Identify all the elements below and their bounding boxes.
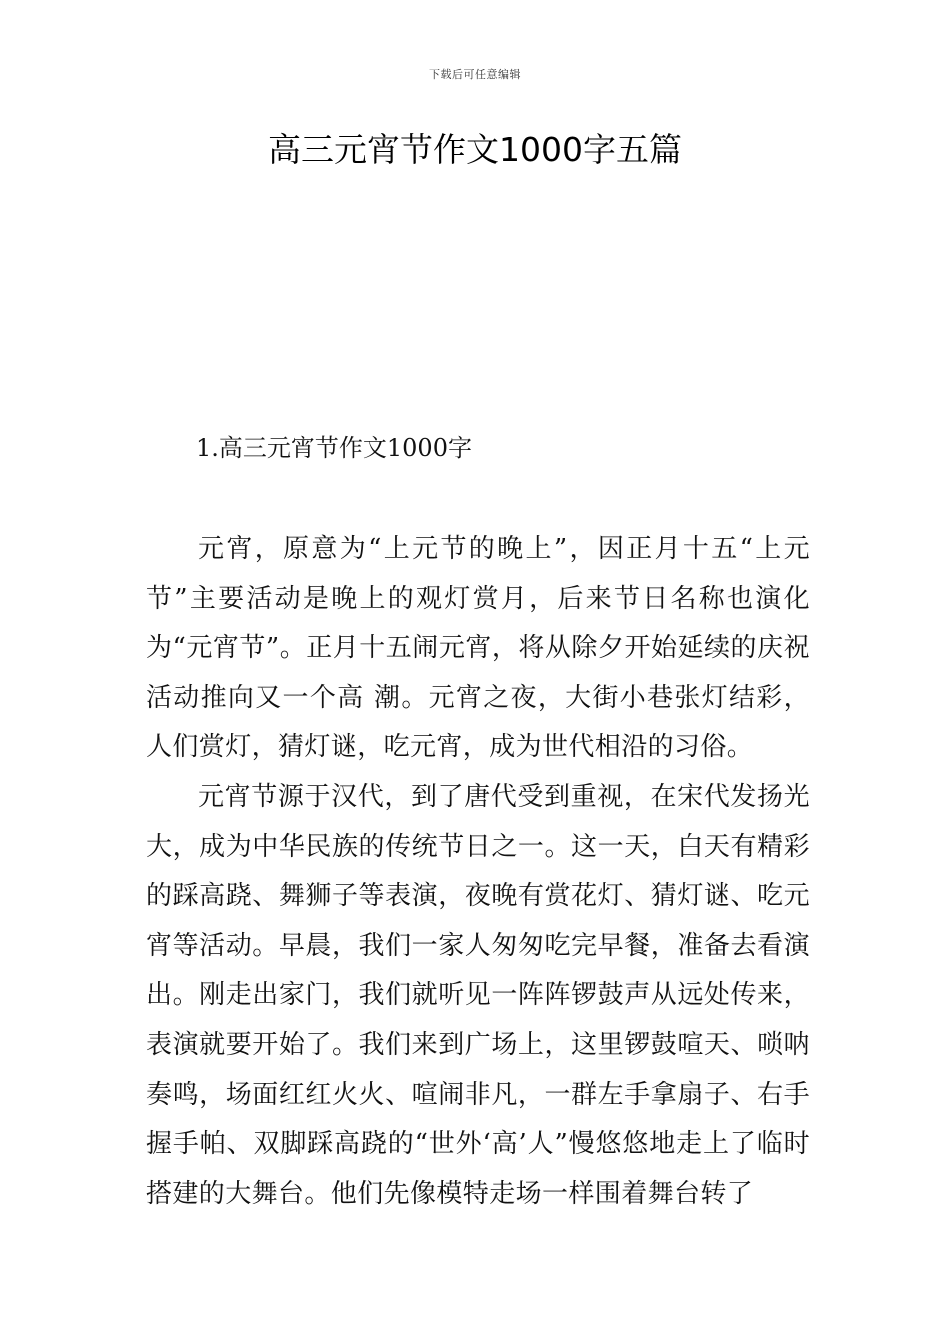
section-heading: 1.高三元宵节作文1000字 [196,434,472,462]
header-note: 下载后可任意编辑 [429,68,521,81]
body-text [146,525,810,1219]
paragraph: 元宵，原意为“上元节的晚上”，因正月十五“上元节”主要活动是晚上的观灯赏月，后来节日名称也演化为“元宵节”。正月十五闹元宵，将从除夕开始延续的庆祝活动推向又一个高 潮。元宵之夜，大街小巷张灯结彩，人们赏灯，猜灯谜，吃元宵，成为世代相沿的习俗。 [146,534,810,763]
document-title: 高三元宵节作文1000字五篇 [268,130,682,169]
paragraph: 元宵节源于汉代，到了唐代受到重视，在宋代发扬光大，成为中华民族的传统节日之一。这一天，白天有精彩的踩高跷、舞狮子等表演，夜晚有赏花灯、猜灯谜、吃元宵等活动。早晨，我们一家人匆匆吃完早餐，准备去看演出。刚走出家门，我们就听见一阵阵锣鼓声从远处传来，表演就要开始了。我们来到广场上，这里锣鼓喧天、唢呐奏鸣，场面红红火火、喧闹非凡，一群左手拿扇子、右手握手帕、双脚踩高跷的“世外‘高’人”慢悠悠地走上了临时搭建的大舞台。他们先像模特走场一样围着舞台转了 [146,781,810,1209]
